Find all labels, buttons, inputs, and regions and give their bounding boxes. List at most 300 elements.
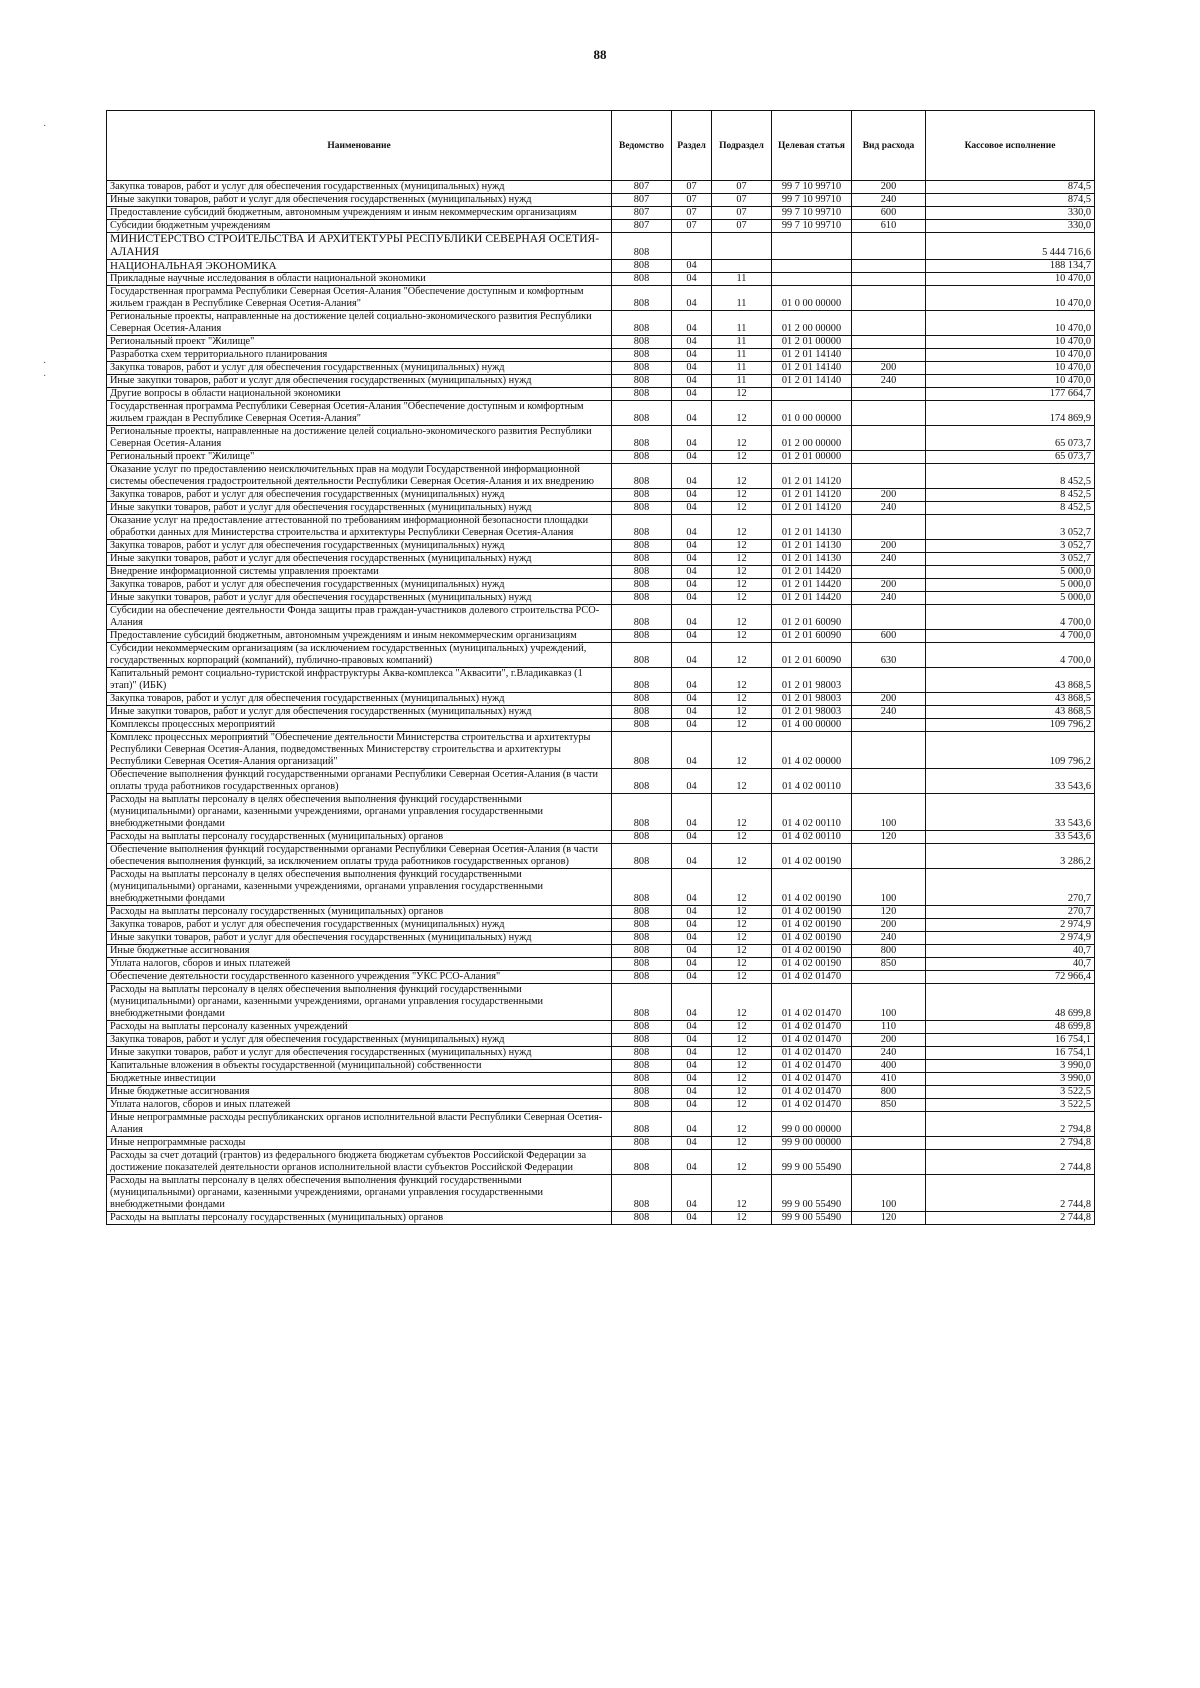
cell-name: Субсидии некоммерческим организациям (за исключением государственных (муниципальных) учреждений, государственных корпораций (компаний), публично-правовых компаний)	[107, 642, 612, 667]
cell-target: 01 2 01 98003	[772, 692, 852, 705]
cell-subsection: 12	[712, 793, 772, 830]
cell-name: Региональный проект "Жилище"	[107, 335, 612, 348]
table-row	[107, 220, 1095, 233]
cell-amount: 174 869,9	[926, 400, 1095, 425]
cell-name: Иные закупки товаров, работ и услуг для обеспечения государственных (муниципальных) нужд	[107, 705, 612, 718]
cell-amount: 2 744,8	[926, 1211, 1095, 1224]
cell-name: Уплата налогов, сборов и иных платежей	[107, 957, 612, 970]
cell-amount: 109 796,2	[926, 731, 1095, 768]
cell-name: Расходы на выплаты персоналу в целях обеспечения выполнения функций государственными (муниципальными) органами, казенными учреждениями, органами управления государственными внебюджетными фондами	[107, 793, 612, 830]
cell-dept: 808	[612, 1046, 672, 1059]
table-row	[107, 374, 1095, 387]
cell-name: НАЦИОНАЛЬНАЯ ЭКОНОМИКА	[107, 259, 612, 272]
cell-subsection: 12	[712, 539, 772, 552]
margin-dot: ·	[43, 358, 47, 369]
cell-name: Региональный проект "Жилище"	[107, 450, 612, 463]
cell-amount: 10 470,0	[926, 374, 1095, 387]
cell-exp-type: 100	[852, 868, 926, 905]
table-row	[107, 310, 1095, 335]
cell-target: 01 4 02 00110	[772, 793, 852, 830]
cell-name: Закупка товаров, работ и услуг для обеспечения государственных (муниципальных) нужд	[107, 488, 612, 501]
table-row	[107, 944, 1095, 957]
cell-target: 01 2 01 14420	[772, 565, 852, 578]
cell-exp-type	[852, 285, 926, 310]
cell-amount: 10 470,0	[926, 285, 1095, 310]
cell-subsection: 12	[712, 1136, 772, 1149]
cell-name: Иные бюджетные ассигнования	[107, 1085, 612, 1098]
cell-exp-type: 200	[852, 692, 926, 705]
header-target: Целевая статья	[772, 111, 852, 181]
table-row	[107, 1111, 1095, 1136]
table-row	[107, 957, 1095, 970]
cell-exp-type	[852, 970, 926, 983]
cell-subsection: 12	[712, 1072, 772, 1085]
cell-exp-type: 120	[852, 830, 926, 843]
cell-dept: 808	[612, 604, 672, 629]
cell-subsection: 12	[712, 387, 772, 400]
cell-amount: 3 052,7	[926, 552, 1095, 565]
cell-exp-type: 200	[852, 1033, 926, 1046]
page-number: 88	[593, 47, 607, 62]
cell-name: Расходы на выплаты персоналу в целях обеспечения выполнения функций государственными (муниципальными) органами, казенными учреждениями, органами управления государственными внебюджетными фондами	[107, 983, 612, 1020]
cell-amount: 33 543,6	[926, 793, 1095, 830]
cell-exp-type	[852, 335, 926, 348]
cell-target: 01 4 02 01470	[772, 1059, 852, 1072]
cell-section: 04	[672, 374, 712, 387]
cell-name: Иные закупки товаров, работ и услуг для обеспечения государственных (муниципальных) нужд	[107, 1046, 612, 1059]
table-row	[107, 1085, 1095, 1098]
cell-target: 99 9 00 55490	[772, 1174, 852, 1211]
cell-exp-type: 100	[852, 793, 926, 830]
cell-section: 04	[672, 310, 712, 335]
table-header	[107, 111, 1095, 181]
cell-target: 01 2 00 00000	[772, 425, 852, 450]
cell-section: 04	[672, 552, 712, 565]
cell-name: Иные закупки товаров, работ и услуг для обеспечения государственных (муниципальных) нужд	[107, 374, 612, 387]
cell-target: 01 4 02 01470	[772, 1085, 852, 1098]
cell-target: 01 4 02 01470	[772, 1072, 852, 1085]
cell-amount: 10 470,0	[926, 361, 1095, 374]
cell-amount: 33 543,6	[926, 830, 1095, 843]
cell-name: Государственная программа Республики Северная Осетия-Алания "Обеспечение доступным и комфортным жильем граждан в Республике Северная Осетия-Алания"	[107, 400, 612, 425]
cell-dept: 808	[612, 642, 672, 667]
cell-dept: 808	[612, 1174, 672, 1211]
header-dept: Ведомство	[612, 111, 672, 181]
cell-amount: 5 000,0	[926, 565, 1095, 578]
cell-target: 99 9 00 55490	[772, 1149, 852, 1174]
cell-exp-type: 100	[852, 1174, 926, 1211]
cell-section: 04	[672, 387, 712, 400]
table-row	[107, 272, 1095, 285]
cell-exp-type: 600	[852, 629, 926, 642]
cell-amount: 5 000,0	[926, 591, 1095, 604]
cell-subsection: 12	[712, 642, 772, 667]
cell-dept: 808	[612, 768, 672, 793]
cell-amount: 65 073,7	[926, 450, 1095, 463]
cell-dept: 808	[612, 501, 672, 514]
cell-subsection: 12	[712, 692, 772, 705]
cell-target	[772, 387, 852, 400]
cell-dept: 808	[612, 488, 672, 501]
cell-exp-type: 240	[852, 591, 926, 604]
table-row	[107, 285, 1095, 310]
cell-amount: 72 966,4	[926, 970, 1095, 983]
cell-target: 01 4 02 01470	[772, 1098, 852, 1111]
cell-name: Оказание услуг на предоставление аттестованной по требованиям информационной безопасности площадки обработки данных для Министерства строительства и архитектуры Республики Северная Осетия-Алания	[107, 514, 612, 539]
table-row	[107, 1072, 1095, 1085]
cell-section: 04	[672, 718, 712, 731]
budget-table	[106, 110, 1095, 1225]
table-row	[107, 463, 1095, 488]
cell-subsection: 12	[712, 501, 772, 514]
cell-target: 01 4 02 01470	[772, 1020, 852, 1033]
cell-exp-type	[852, 425, 926, 450]
cell-exp-type: 240	[852, 374, 926, 387]
cell-subsection: 12	[712, 1046, 772, 1059]
cell-section: 04	[672, 1174, 712, 1211]
cell-subsection: 12	[712, 1098, 772, 1111]
cell-dept: 808	[612, 552, 672, 565]
cell-section: 07	[672, 194, 712, 207]
cell-subsection: 12	[712, 1020, 772, 1033]
cell-subsection: 12	[712, 591, 772, 604]
margin-dot: ·	[43, 121, 47, 132]
cell-exp-type: 100	[852, 983, 926, 1020]
cell-dept: 807	[612, 181, 672, 194]
table-row	[107, 1136, 1095, 1149]
cell-section: 04	[672, 1211, 712, 1224]
cell-name: Региональные проекты, направленные на достижение целей социально-экономического развития Республики Северная Осетия-Алания	[107, 425, 612, 450]
cell-exp-type: 200	[852, 918, 926, 931]
cell-dept: 808	[612, 944, 672, 957]
cell-subsection: 12	[712, 1111, 772, 1136]
cell-dept: 808	[612, 705, 672, 718]
cell-target: 01 4 02 01470	[772, 983, 852, 1020]
cell-amount: 3 990,0	[926, 1059, 1095, 1072]
cell-subsection: 12	[712, 918, 772, 931]
cell-amount: 8 452,5	[926, 488, 1095, 501]
cell-name: Иные закупки товаров, работ и услуг для обеспечения государственных (муниципальных) нужд	[107, 552, 612, 565]
cell-section: 04	[672, 591, 712, 604]
table-row	[107, 501, 1095, 514]
cell-subsection: 12	[712, 868, 772, 905]
cell-section: 04	[672, 1149, 712, 1174]
cell-dept: 808	[612, 361, 672, 374]
cell-dept: 808	[612, 843, 672, 868]
table-row	[107, 667, 1095, 692]
table-row	[107, 629, 1095, 642]
cell-name: Бюджетные инвестиции	[107, 1072, 612, 1085]
cell-name: Иные закупки товаров, работ и услуг для обеспечения государственных (муниципальных) нужд	[107, 591, 612, 604]
cell-amount: 5 000,0	[926, 578, 1095, 591]
cell-subsection: 12	[712, 667, 772, 692]
cell-name: Обеспечение выполнения функций государственными органами Республики Северная Осетия-Алания (в части обеспечения выполнения функций, за исключением оплаты труда работников государственных органов)	[107, 843, 612, 868]
cell-section: 07	[672, 181, 712, 194]
cell-dept: 808	[612, 400, 672, 425]
cell-name: Закупка товаров, работ и услуг для обеспечения государственных (муниципальных) нужд	[107, 361, 612, 374]
cell-dept: 807	[612, 207, 672, 220]
cell-target: 01 4 02 00190	[772, 843, 852, 868]
cell-exp-type	[852, 348, 926, 361]
cell-section: 04	[672, 944, 712, 957]
cell-amount: 188 134,7	[926, 259, 1095, 272]
cell-section: 04	[672, 578, 712, 591]
cell-section: 04	[672, 705, 712, 718]
cell-dept: 808	[612, 1149, 672, 1174]
cell-amount: 4 700,0	[926, 604, 1095, 629]
cell-section: 04	[672, 793, 712, 830]
cell-dept: 808	[612, 1072, 672, 1085]
cell-dept: 808	[612, 578, 672, 591]
cell-section: 04	[672, 539, 712, 552]
cell-section: 04	[672, 1020, 712, 1033]
cell-target: 99 7 10 99710	[772, 220, 852, 233]
cell-dept: 808	[612, 1098, 672, 1111]
table-row	[107, 514, 1095, 539]
cell-amount: 43 868,5	[926, 667, 1095, 692]
cell-section: 04	[672, 692, 712, 705]
cell-amount: 4 700,0	[926, 629, 1095, 642]
cell-section: 04	[672, 768, 712, 793]
cell-exp-type: 240	[852, 194, 926, 207]
table-row	[107, 361, 1095, 374]
cell-subsection: 12	[712, 718, 772, 731]
cell-name: Иные закупки товаров, работ и услуг для обеспечения государственных (муниципальных) нужд	[107, 931, 612, 944]
cell-amount: 2 974,9	[926, 918, 1095, 931]
cell-exp-type	[852, 400, 926, 425]
cell-exp-type: 200	[852, 578, 926, 591]
cell-exp-type	[852, 731, 926, 768]
cell-section: 04	[672, 565, 712, 578]
cell-amount: 3 990,0	[926, 1072, 1095, 1085]
cell-section: 04	[672, 488, 712, 501]
cell-target: 01 4 02 00190	[772, 868, 852, 905]
cell-dept: 808	[612, 793, 672, 830]
table-row	[107, 488, 1095, 501]
cell-exp-type: 240	[852, 1046, 926, 1059]
cell-section: 04	[672, 983, 712, 1020]
cell-dept: 808	[612, 868, 672, 905]
cell-exp-type: 400	[852, 1059, 926, 1072]
cell-target: 01 2 01 14120	[772, 488, 852, 501]
cell-name: Расходы на выплаты персоналу казенных учреждений	[107, 1020, 612, 1033]
cell-section: 04	[672, 285, 712, 310]
cell-amount: 177 664,7	[926, 387, 1095, 400]
table-row	[107, 1033, 1095, 1046]
cell-amount: 33 543,6	[926, 768, 1095, 793]
cell-amount: 270,7	[926, 905, 1095, 918]
cell-name: Капитальный ремонт социально-туристской инфраструктуры Аква-комплекса "Аквасити", г.Владикавказ (1 этап)" (ИБК)	[107, 667, 612, 692]
cell-amount: 2 794,8	[926, 1136, 1095, 1149]
cell-section: 04	[672, 843, 712, 868]
cell-target: 01 2 01 98003	[772, 667, 852, 692]
cell-amount: 43 868,5	[926, 692, 1095, 705]
cell-subsection: 07	[712, 220, 772, 233]
cell-amount: 8 452,5	[926, 463, 1095, 488]
cell-name: Закупка товаров, работ и услуг для обеспечения государственных (муниципальных) нужд	[107, 181, 612, 194]
cell-subsection: 11	[712, 374, 772, 387]
cell-exp-type: 850	[852, 957, 926, 970]
cell-target: 01 2 01 14140	[772, 374, 852, 387]
cell-target: 01 4 02 00190	[772, 931, 852, 944]
cell-exp-type	[852, 514, 926, 539]
table-row	[107, 335, 1095, 348]
cell-amount: 2 744,8	[926, 1174, 1095, 1211]
cell-section: 04	[672, 970, 712, 983]
cell-dept: 808	[612, 387, 672, 400]
cell-target: 01 2 01 14130	[772, 514, 852, 539]
cell-section: 04	[672, 335, 712, 348]
cell-section: 04	[672, 604, 712, 629]
cell-section: 07	[672, 207, 712, 220]
cell-subsection	[712, 233, 772, 260]
header-subsection: Подраздел	[712, 111, 772, 181]
cell-subsection: 11	[712, 361, 772, 374]
table-row	[107, 207, 1095, 220]
cell-amount: 270,7	[926, 868, 1095, 905]
cell-exp-type	[852, 272, 926, 285]
table-row	[107, 692, 1095, 705]
cell-name: Расходы на выплаты персоналу в целях обеспечения выполнения функций государственными (муниципальными) органами, казенными учреждениями, органами управления государственными внебюджетными фондами	[107, 868, 612, 905]
cell-exp-type	[852, 718, 926, 731]
cell-subsection: 12	[712, 1059, 772, 1072]
cell-exp-type	[852, 604, 926, 629]
cell-subsection: 12	[712, 957, 772, 970]
cell-section: 04	[672, 667, 712, 692]
cell-section	[672, 233, 712, 260]
cell-exp-type: 110	[852, 1020, 926, 1033]
cell-section: 04	[672, 1059, 712, 1072]
cell-exp-type: 610	[852, 220, 926, 233]
cell-name: Капитальные вложения в объекты государственной (муниципальной) собственности	[107, 1059, 612, 1072]
cell-exp-type: 850	[852, 1098, 926, 1111]
cell-dept: 808	[612, 348, 672, 361]
cell-target: 01 4 02 01470	[772, 1033, 852, 1046]
cell-name: Закупка товаров, работ и услуг для обеспечения государственных (муниципальных) нужд	[107, 918, 612, 931]
cell-exp-type	[852, 450, 926, 463]
cell-subsection	[712, 259, 772, 272]
cell-dept: 808	[612, 1211, 672, 1224]
cell-subsection: 12	[712, 578, 772, 591]
cell-target: 01 4 00 00000	[772, 718, 852, 731]
cell-subsection: 12	[712, 1085, 772, 1098]
cell-section: 04	[672, 931, 712, 944]
cell-name: Другие вопросы в области национальной экономики	[107, 387, 612, 400]
table-row	[107, 1211, 1095, 1224]
cell-subsection: 12	[712, 552, 772, 565]
cell-amount: 8 452,5	[926, 501, 1095, 514]
cell-exp-type	[852, 259, 926, 272]
cell-target: 01 4 02 00000	[772, 731, 852, 768]
cell-exp-type: 200	[852, 181, 926, 194]
table-row	[107, 1059, 1095, 1072]
cell-section: 07	[672, 220, 712, 233]
cell-target: 01 2 01 14130	[772, 539, 852, 552]
cell-target: 01 4 02 00190	[772, 918, 852, 931]
cell-exp-type	[852, 768, 926, 793]
cell-target: 01 2 01 60090	[772, 642, 852, 667]
cell-amount: 40,7	[926, 957, 1095, 970]
header-amount: Кассовое исполнение	[926, 111, 1095, 181]
cell-exp-type: 240	[852, 705, 926, 718]
cell-section: 04	[672, 501, 712, 514]
cell-name: Расходы на выплаты персоналу в целях обеспечения выполнения функций государственными (муниципальными) органами, казенными учреждениями, органами управления государственными внебюджетными фондами	[107, 1174, 612, 1211]
cell-amount: 2 974,9	[926, 931, 1095, 944]
cell-subsection: 12	[712, 931, 772, 944]
cell-dept: 808	[612, 272, 672, 285]
cell-amount: 5 444 716,6	[926, 233, 1095, 260]
cell-exp-type: 200	[852, 539, 926, 552]
cell-dept: 808	[612, 1111, 672, 1136]
cell-section: 04	[672, 1085, 712, 1098]
cell-amount: 2 744,8	[926, 1149, 1095, 1174]
cell-name: Иные закупки товаров, работ и услуг для обеспечения государственных (муниципальных) нужд	[107, 194, 612, 207]
cell-subsection: 12	[712, 944, 772, 957]
cell-target: 99 7 10 99710	[772, 194, 852, 207]
cell-target: 01 4 02 01470	[772, 970, 852, 983]
cell-subsection: 11	[712, 272, 772, 285]
cell-section: 04	[672, 1098, 712, 1111]
cell-section: 04	[672, 463, 712, 488]
cell-name: Расходы на выплаты персоналу государственных (муниципальных) органов	[107, 1211, 612, 1224]
cell-target	[772, 272, 852, 285]
cell-section: 04	[672, 642, 712, 667]
cell-target	[772, 259, 852, 272]
cell-target: 01 2 01 98003	[772, 705, 852, 718]
cell-target: 01 4 02 00190	[772, 905, 852, 918]
cell-dept: 808	[612, 539, 672, 552]
cell-subsection: 12	[712, 731, 772, 768]
cell-amount: 4 700,0	[926, 642, 1095, 667]
cell-section: 04	[672, 1111, 712, 1136]
header-exp-type: Вид расхода	[852, 111, 926, 181]
cell-subsection: 12	[712, 1174, 772, 1211]
table-row	[107, 970, 1095, 983]
header-section: Раздел	[672, 111, 712, 181]
table-row	[107, 387, 1095, 400]
cell-subsection: 12	[712, 450, 772, 463]
cell-name: Уплата налогов, сборов и иных платежей	[107, 1098, 612, 1111]
cell-target: 01 2 01 14130	[772, 552, 852, 565]
cell-name: Расходы на выплаты персоналу государственных (муниципальных) органов	[107, 830, 612, 843]
cell-name: Обеспечение деятельности государственного казенного учреждения "УКС РСО-Алания"	[107, 970, 612, 983]
cell-exp-type	[852, 1136, 926, 1149]
table-row	[107, 539, 1095, 552]
cell-exp-type	[852, 565, 926, 578]
cell-name: Субсидии на обеспечение деятельности Фонда защиты прав граждан-участников долевого строительства РСО-Алания	[107, 604, 612, 629]
cell-name: Прикладные научные исследования в области национальной экономики	[107, 272, 612, 285]
cell-name: Закупка товаров, работ и услуг для обеспечения государственных (муниципальных) нужд	[107, 539, 612, 552]
table-row	[107, 425, 1095, 450]
cell-name: Закупка товаров, работ и услуг для обеспечения государственных (муниципальных) нужд	[107, 1033, 612, 1046]
cell-amount: 10 470,0	[926, 272, 1095, 285]
table-row	[107, 450, 1095, 463]
cell-subsection: 07	[712, 181, 772, 194]
cell-exp-type: 800	[852, 944, 926, 957]
cell-exp-type	[852, 1111, 926, 1136]
cell-dept: 808	[612, 374, 672, 387]
cell-amount: 874,5	[926, 194, 1095, 207]
cell-section: 04	[672, 830, 712, 843]
cell-amount: 3 286,2	[926, 843, 1095, 868]
table-row	[107, 348, 1095, 361]
cell-name: Обеспечение выполнения функций государственными органами Республики Северная Осетия-Алания (в части оплаты труда работников государственных органов)	[107, 768, 612, 793]
cell-name: Предоставление субсидий бюджетным, автономным учреждениям и иным некоммерческим организациям	[107, 207, 612, 220]
table-row	[107, 194, 1095, 207]
cell-dept: 808	[612, 425, 672, 450]
table-row	[107, 181, 1095, 194]
cell-section: 04	[672, 957, 712, 970]
